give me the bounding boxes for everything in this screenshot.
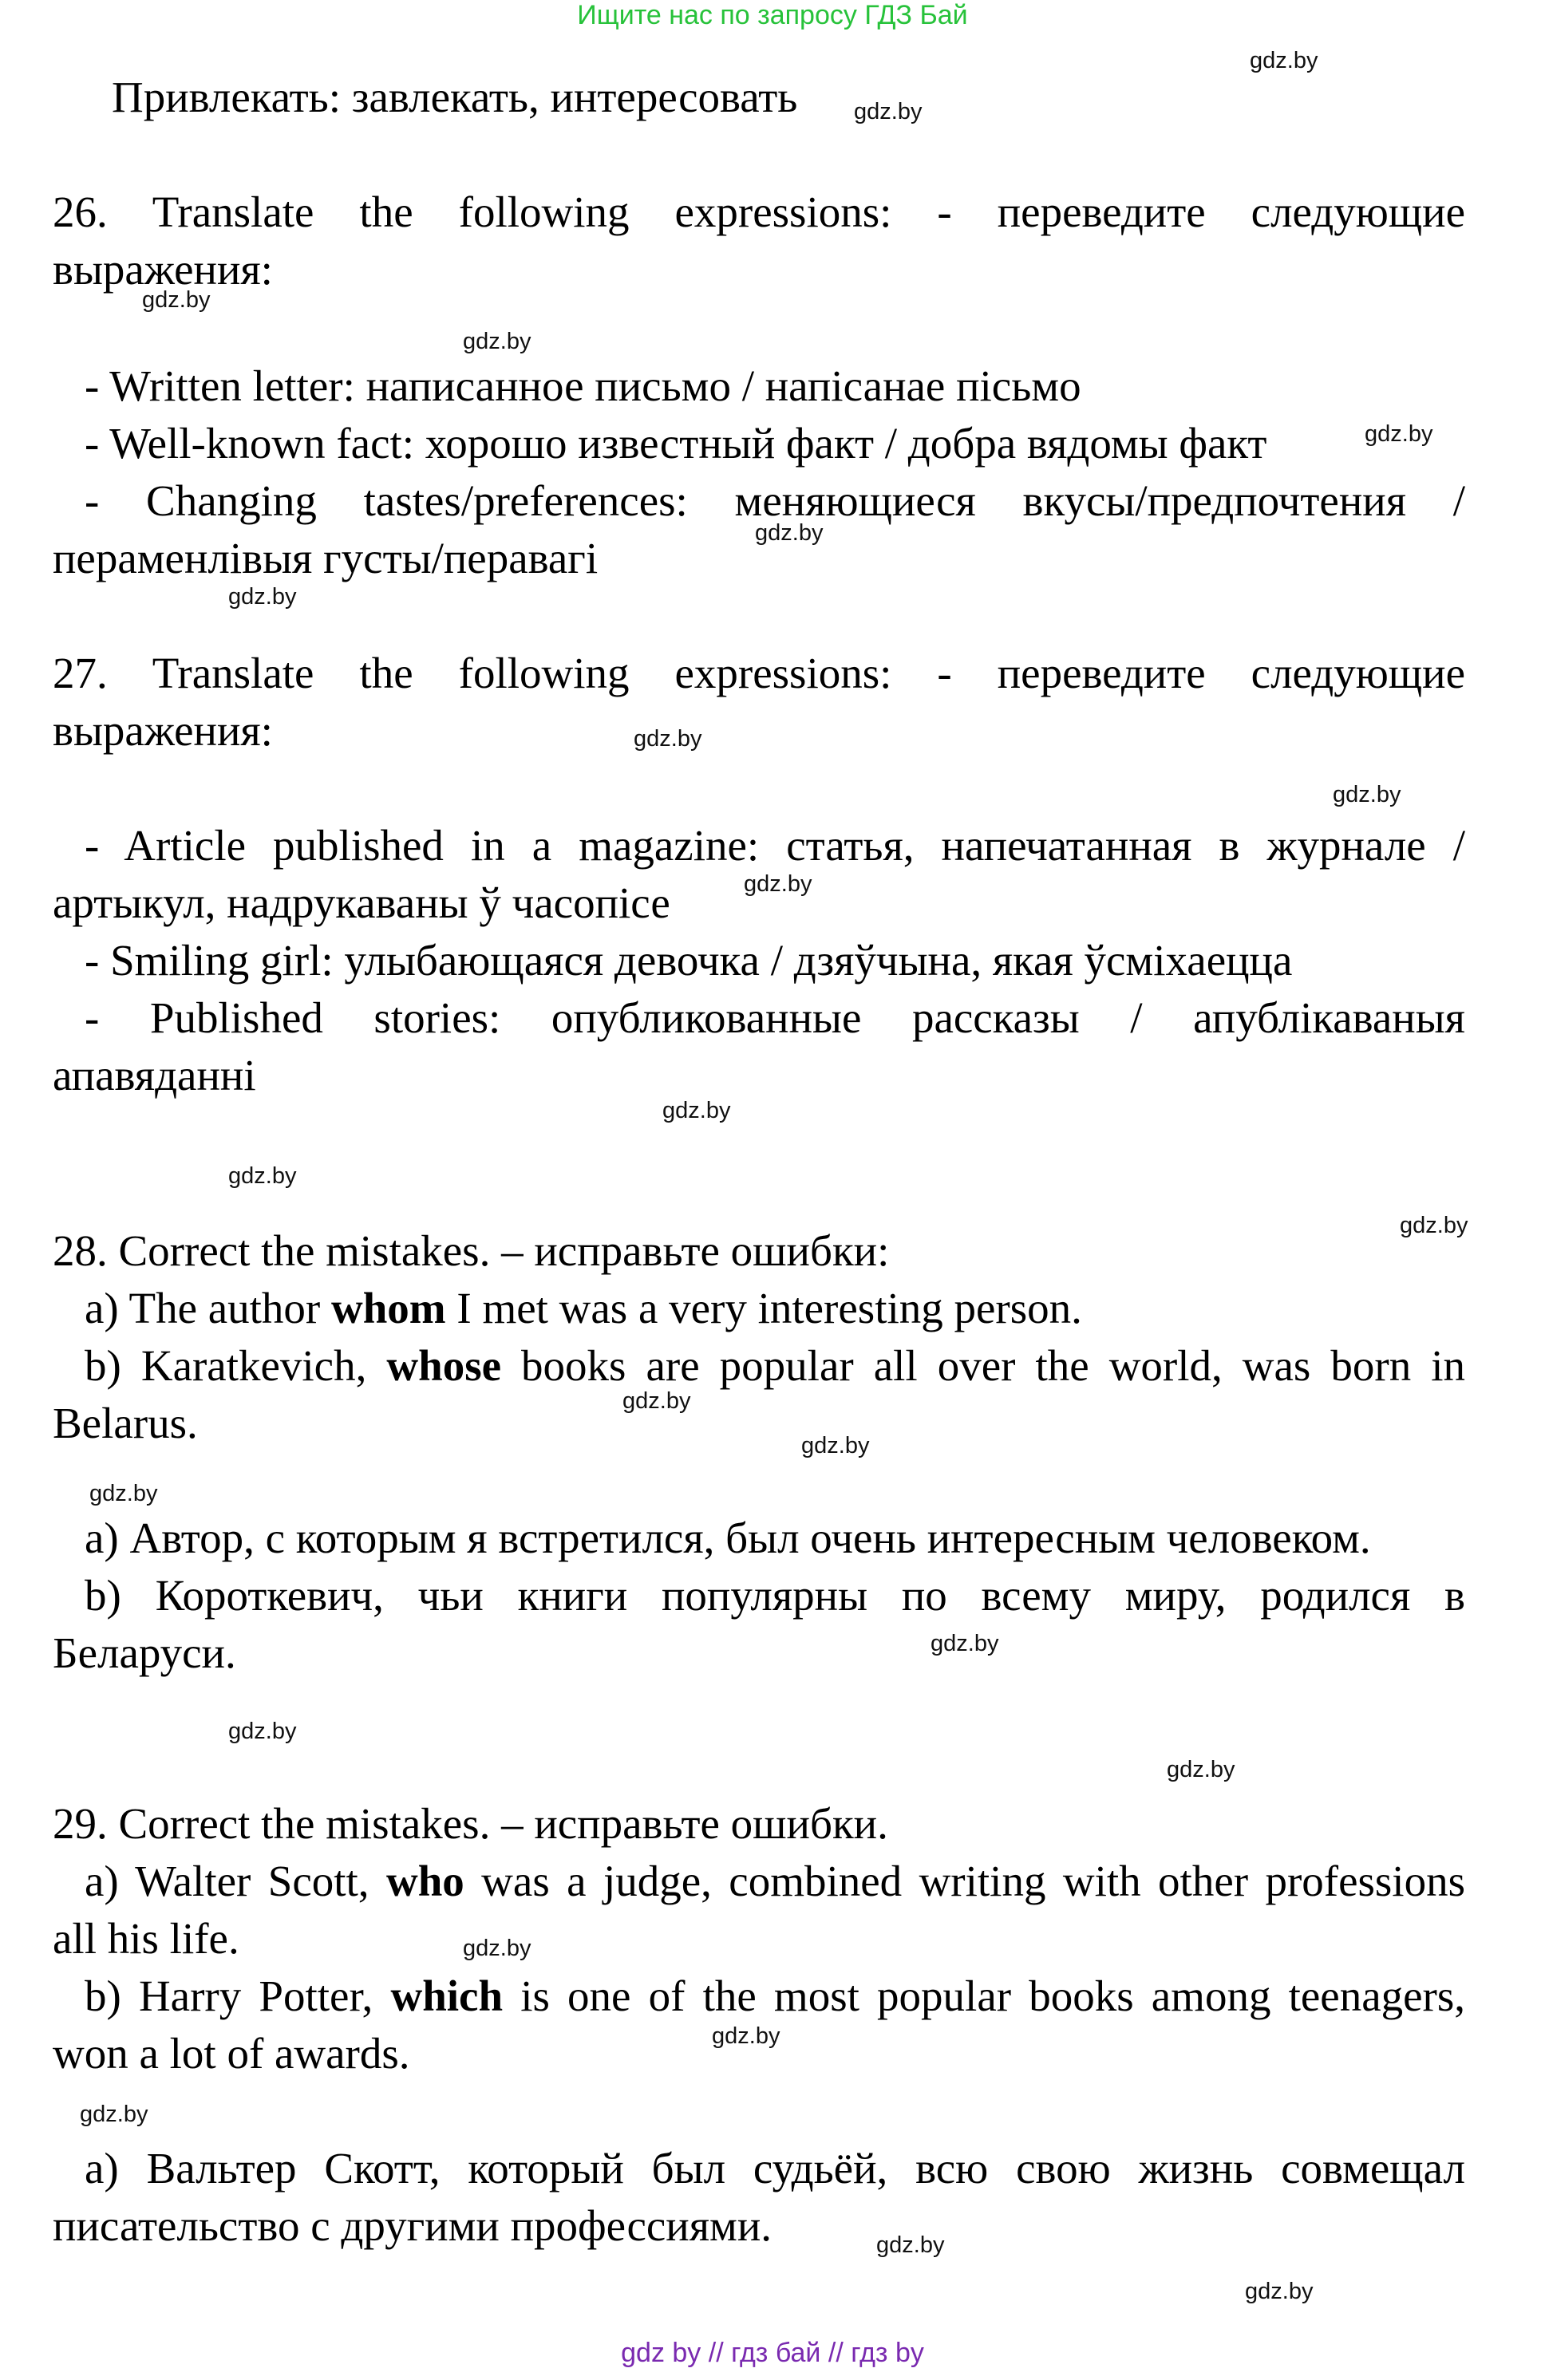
watermark: gdz.by (80, 2102, 148, 2127)
watermark: gdz.by (142, 287, 211, 313)
watermark: gdz.by (89, 1481, 158, 1506)
exercise-26-title: 26. Translate the following expressions: - переведите следующие (53, 187, 1465, 236)
top-banner: Ищите нас по запросу ГДЗ Бай (577, 0, 968, 30)
exercise-29-item-b-cont: won a lot of awards. (53, 2029, 410, 2078)
watermark: gdz.by (755, 520, 824, 546)
exercise-27-item: - Article published in a magazine: статья, напечатанная в журнале / (85, 821, 1465, 870)
exercise-28-answer-b-cont: Беларуси. (53, 1628, 236, 1677)
exercise-27-item-cont: апавяданні (53, 1051, 256, 1099)
exercise-26-item-cont: пераменлівыя густы/перавагі (53, 534, 599, 582)
watermark: gdz.by (1333, 782, 1401, 807)
watermark: gdz.by (712, 2023, 780, 2049)
exercise-27-title-cont: выражения: (53, 706, 273, 755)
watermark: gdz.by (228, 1163, 297, 1189)
watermark: gdz.by (228, 1719, 297, 1744)
exercise-28-title: 28. Correct the mistakes. – исправьте ошибки: (53, 1226, 890, 1275)
footer-links: gdz by // гдз бай // гдз by (621, 2338, 924, 2368)
exercise-29-item-a-cont: all his life. (53, 1914, 239, 1963)
exercise-29-answer-a-cont: писательство с другими профессиями. (53, 2201, 772, 2250)
exercise-29-title: 29. Correct the mistakes. – исправьте ошибки. (53, 1799, 888, 1848)
watermark: gdz.by (801, 1433, 870, 1458)
exercise-26-item: - Changing tastes/preferences: меняющиеся вкусы/предпочтения / (85, 476, 1465, 525)
watermark: gdz.by (662, 1098, 731, 1123)
watermark: gdz.by (1167, 1757, 1235, 1782)
vocab-line: Привлекать: завлекать, интересовать (112, 73, 798, 121)
watermark: gdz.by (463, 1936, 531, 1961)
exercise-29-item-a: a) Walter Scott, who was a judge, combined writing with other professions (85, 1857, 1465, 1905)
watermark: gdz.by (876, 2232, 945, 2258)
watermark: gdz.by (931, 1631, 999, 1656)
watermark: gdz.by (634, 726, 702, 752)
exercise-28-answer-b: b) Короткевич, чьи книги популярны по всему миру, родился в (85, 1571, 1465, 1620)
exercise-26-item: - Well-known fact: хорошо известный факт / добра вядомы факт (85, 419, 1267, 468)
watermark: gdz.by (854, 99, 923, 124)
exercise-26-title-cont: выражения: (53, 245, 273, 294)
watermark: gdz.by (463, 329, 531, 354)
exercise-28-item-b: b) Karatkevich, whose books are popular all over the world, was born in (85, 1341, 1466, 1390)
exercise-27-item: - Smiling girl: улыбающаяся девочка / дзяўчына, якая ўсміхаецца (85, 936, 1293, 985)
exercise-29-answer-a: a) Вальтер Скотт, который был судьёй, всю свою жизнь совмещал (85, 2144, 1465, 2193)
exercise-27-title: 27. Translate the following expressions: - переведите следующие (53, 649, 1465, 697)
exercise-26-item: - Written letter: написанное письмо / напісанае пісьмо (85, 361, 1081, 410)
watermark: gdz.by (1250, 48, 1318, 73)
exercise-28-answer-a: a) Автор, с которым я встретился, был очень интересным человеком. (85, 1514, 1371, 1562)
exercise-28-item-a: a) The author whom I met was a very interesting person. (85, 1284, 1082, 1332)
exercise-28-item-b-cont: Belarus. (53, 1399, 198, 1447)
exercise-27-item-cont: артыкул, надрукаваны ў часопісе (53, 878, 670, 927)
watermark: gdz.by (1365, 421, 1433, 447)
watermark: gdz.by (1245, 2279, 1314, 2304)
watermark: gdz.by (744, 871, 812, 897)
watermark: gdz.by (622, 1388, 691, 1414)
watermark: gdz.by (228, 584, 297, 610)
exercise-29-item-b: b) Harry Potter, which is one of the most popular books among teenagers, (85, 1971, 1465, 2020)
watermark: gdz.by (1400, 1213, 1468, 1238)
exercise-27-item: - Published stories: опубликованные рассказы / апублікаваныя (85, 993, 1465, 1042)
